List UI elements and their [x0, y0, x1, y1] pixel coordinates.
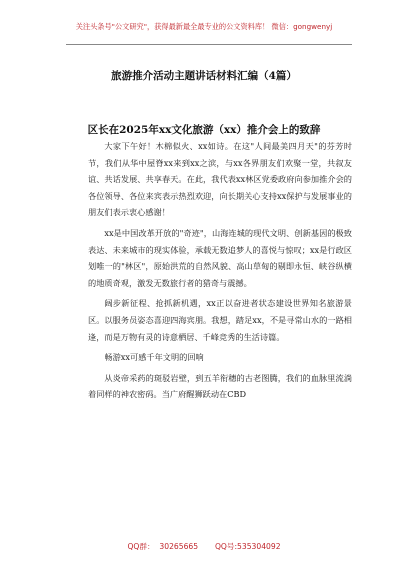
header-divider [66, 44, 352, 45]
body-text [88, 138, 352, 407]
paragraph: 从炎帝采药的斑驳岩壁，到五羊衔穗的古老图腾，我们的血脉里流淌着同样的神农密码。当广府醒狮跃动在CBD [88, 372, 352, 400]
paragraph: 大家下午好！木棉似火、xx如诗。在这"人间最美四月天"的芬芳时节，我们从华中屋脊xx来到xx之滨，与xx各界朋友们欢聚一堂，共叙友谊、共话发展、共享春天。在此，我代表xx林区党委政府向参加推介会的各位领导、各位来宾表示热烈欢迎，向长期关心支持xx保护与发展事业的朋友们表示衷心感谢！ [88, 141, 352, 218]
paragraph: xx是中国改革开放的"奇迹"，山海连城的现代文明、创新基因的极致表达、未来城市的现实体验，承载无数追梦人的喜悦与惊叹；xx是行政区划唯一的"林区"，原始洪荒的自然风貌、高山草甸的剔即永恒、峡谷纵横的地质奇观，激发无数旅行者的猎奇与震撼。 [88, 227, 352, 288]
footer-contact: QQ群： 30265665 QQ号:535304092 [127, 542, 281, 551]
document-title: 旅游推介活动主题讲话材料汇编（4篇） [111, 70, 297, 82]
paragraph: 阔步新征程、抢抓新机遇，xx正以奋进者状态建设世界知名旅游景区。以服务员姿态喜迎四海宾朋。我想，踏足xx，不是寻常山水的一路相逢，而是万物有灵的诗意栖居、千峰竞秀的生活诗篇。 [88, 298, 352, 342]
section-heading: 畅游xx可感千年文明的回响 [104, 352, 204, 363]
header-promo-note: 关注头条号"公文研究"，获得最新最全最专业的公文资料库！ 微信：gongwenyj [75, 22, 333, 31]
speech-title: 区长在2025年xx文化旅游（xx）推介会上的致辞 [87, 124, 321, 136]
